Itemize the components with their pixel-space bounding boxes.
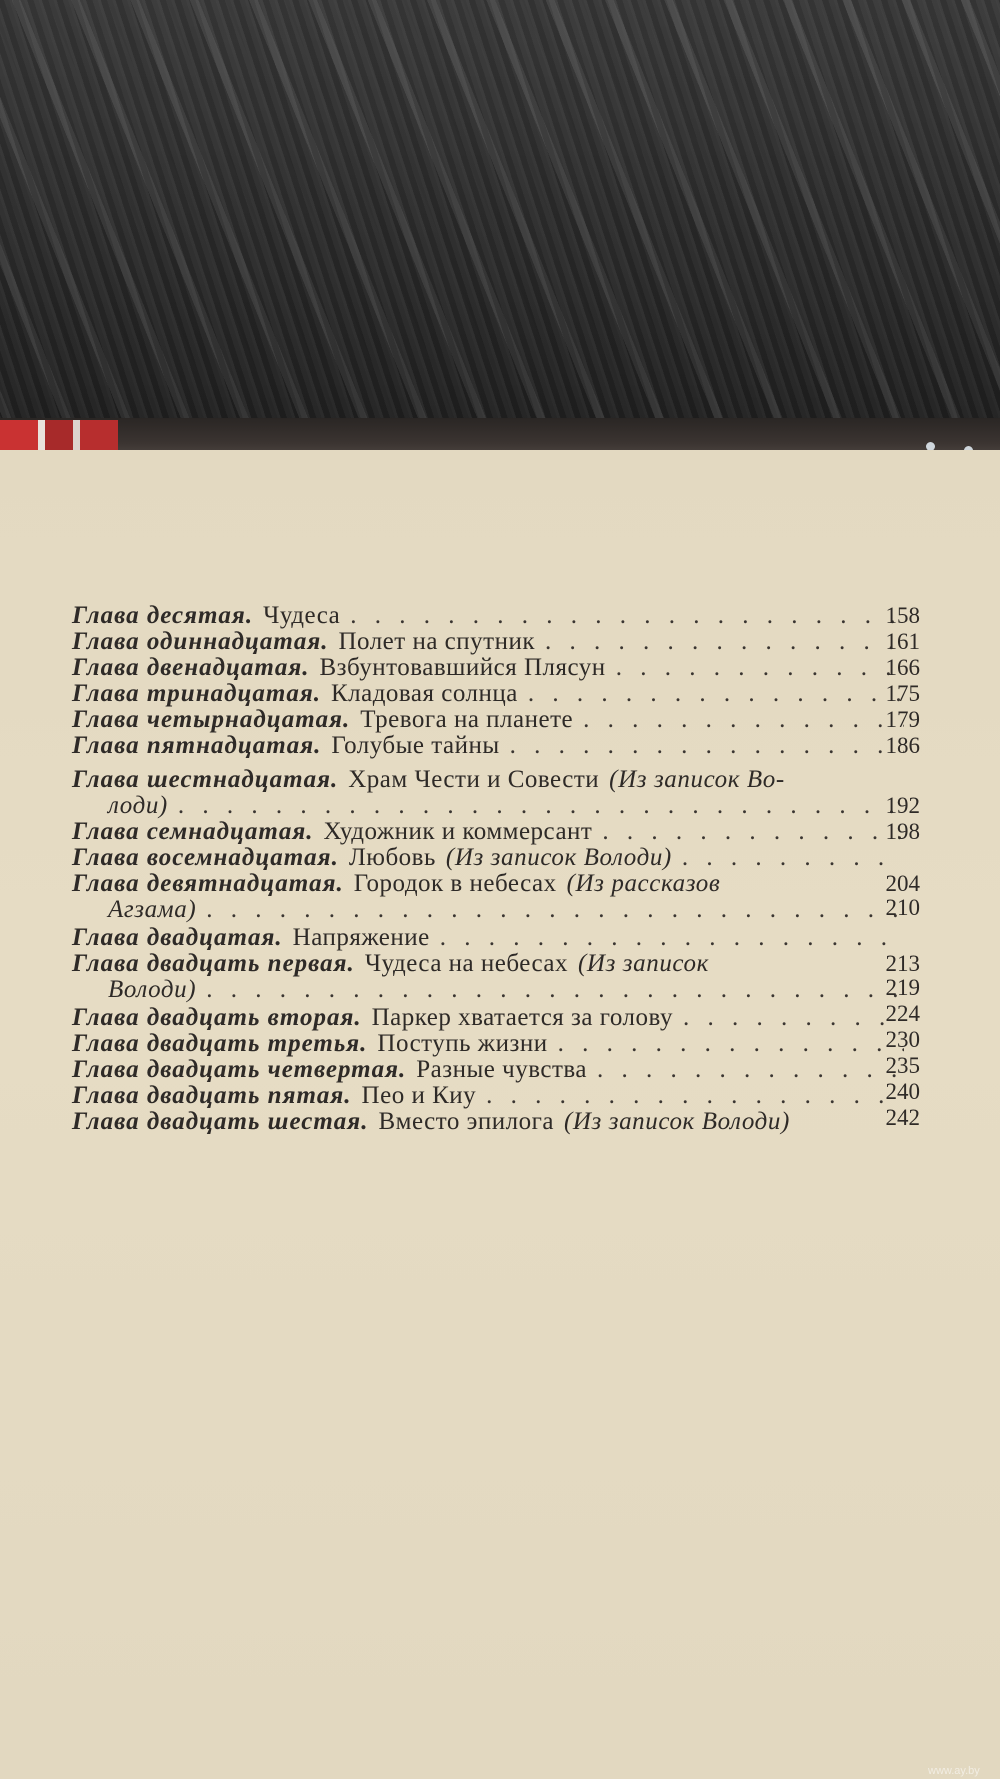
page-number: 179 [885, 707, 920, 732]
toc-entry [72, 951, 910, 978]
toc-entry [72, 819, 910, 846]
leader-dots [206, 897, 904, 922]
toc-entry [72, 603, 910, 630]
chapter-title: Чудеса на небесах [364, 950, 568, 977]
chapter-title: Вместо эпилога [378, 1108, 554, 1135]
chapter-title: Пео и Киу [361, 1082, 477, 1109]
chapter-note: (Из записок [577, 950, 709, 977]
chapter-title: Паркер хватается за голову [371, 1004, 673, 1031]
leader-dots [206, 977, 904, 1002]
chapter-title: Напряжение [292, 924, 430, 951]
chapter-note-continued: лоди) [108, 792, 168, 819]
chapter-note: (Из записок Володи) [445, 844, 672, 871]
page-number: 210 [885, 895, 920, 920]
page-number: 219 [885, 975, 920, 1000]
toc-entry [72, 845, 910, 872]
chapter-label: Глава пятнадцатая. [72, 732, 322, 759]
toc-entry-continuation [108, 897, 910, 924]
page-number: 198 [885, 819, 920, 844]
page-number: 158 [885, 603, 920, 628]
toc-entry [72, 629, 910, 656]
leader-dots [486, 1083, 904, 1108]
chapter-label: Глава восемнадцатая. [72, 844, 339, 871]
toc-entry [72, 733, 910, 760]
toc-entry [72, 925, 910, 952]
page-number: 204 [885, 871, 920, 896]
chapter-label: Глава двадцать пятая. [72, 1082, 352, 1109]
chapter-label: Глава двенадцатая. [72, 654, 310, 681]
page-number: 242 [885, 1105, 920, 1130]
page-number: 240 [885, 1079, 920, 1104]
chapter-label: Глава одиннадцатая. [72, 628, 329, 655]
chapter-title: Чудеса [263, 602, 341, 629]
leader-dots [545, 629, 904, 654]
leader-dots [583, 707, 904, 732]
toc-entry [72, 655, 910, 682]
chapter-title: Любовь [348, 844, 436, 871]
watermark: www.ay.by [928, 1765, 980, 1777]
chapter-label: Глава шестнадцатая. [72, 766, 339, 793]
chapter-title: Художник и коммерсант [323, 818, 593, 845]
chapter-label: Глава девятнадцатая. [72, 870, 344, 897]
chapter-title: Тревога на планете [360, 706, 574, 733]
chapter-label: Глава семнадцатая. [72, 818, 314, 845]
leader-dots [682, 845, 904, 870]
toc-entry-continuation [108, 977, 910, 1004]
toc-entry [72, 1031, 910, 1058]
leader-dots [528, 681, 904, 706]
leader-dots [597, 1057, 904, 1082]
toc-entry [72, 1083, 910, 1110]
toc-entry [72, 1057, 910, 1084]
toc-entry [72, 1005, 910, 1032]
leader-dots [558, 1031, 904, 1056]
chapter-label: Глава двадцать третья. [72, 1030, 368, 1057]
page-number: 235 [885, 1053, 920, 1078]
chapter-title: Взбунтовавшийся Плясун [319, 654, 606, 681]
chapter-note: (Из записок Во- [609, 766, 785, 793]
page-number: 213 [885, 951, 920, 976]
page-number: 161 [885, 629, 920, 654]
leader-dots [616, 655, 904, 680]
chapter-label: Глава двадцать первая. [72, 950, 355, 977]
chapter-label: Глава двадцать шестая. [72, 1108, 369, 1135]
leader-dots [510, 733, 904, 758]
chapter-title: Разные чувства [416, 1056, 587, 1083]
page-number: 230 [885, 1027, 920, 1052]
toc-entry [72, 681, 910, 708]
chapter-label: Глава двадцать четвертая. [72, 1056, 407, 1083]
toc-entry [72, 767, 910, 794]
chapter-note-continued: Володи) [108, 976, 197, 1003]
cover-red-stripe [0, 420, 118, 450]
chapter-title: Храм Чести и Совести [348, 766, 600, 793]
toc-entry-continuation [108, 793, 910, 820]
toc-entry [72, 871, 910, 898]
chapter-note: (Из записок Володи) [563, 1108, 790, 1135]
chapter-title: Полет на спутник [338, 628, 535, 655]
page-number: 192 [885, 793, 920, 818]
toc-entry [72, 1109, 910, 1136]
leader-dots [602, 819, 904, 844]
chapter-title: Кладовая солнца [330, 680, 518, 707]
chapter-label: Глава тринадцатая. [72, 680, 321, 707]
chapter-label: Глава двадцатая. [72, 924, 283, 951]
page-number: 186 [885, 733, 920, 758]
page-number: 175 [885, 681, 920, 706]
chapter-note: (Из рассказов [566, 870, 721, 897]
table-surface [0, 0, 1000, 470]
chapter-note-continued: Агзама) [108, 896, 197, 923]
chapter-label: Глава двадцать вторая. [72, 1004, 362, 1031]
chapter-title: Поступь жизни [377, 1030, 548, 1057]
chapter-label: Глава десятая. [72, 602, 254, 629]
leader-dots [350, 603, 904, 628]
page-number: 166 [885, 655, 920, 680]
leader-dots [440, 925, 904, 950]
toc-entry [72, 707, 910, 734]
chapter-label: Глава четырнадцатая. [72, 706, 351, 733]
page-number: 224 [885, 1001, 920, 1026]
leader-dots [178, 793, 904, 818]
chapter-title: Городок в небесах [353, 870, 557, 897]
chapter-title: Голубые тайны [331, 732, 500, 759]
